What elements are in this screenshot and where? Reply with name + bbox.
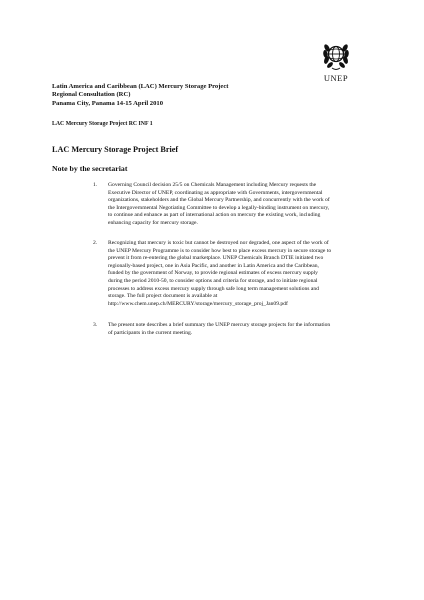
paragraph-line: funded by the government of Norway, to provide regional estimates of excess mercury supply: [108, 270, 318, 277]
paragraph-line: of participants in the current meeting.: [108, 329, 193, 336]
unep-logo: [308, 38, 364, 88]
paragraph-number: 2.: [93, 240, 98, 246]
paragraph-line: during the period 2010-50, to consider options and criteria for storage, and to initiate regional: [108, 277, 318, 284]
paragraph-line: Executive Director of UNEP, coordinating as appropriate with Governments, intergovernmental: [108, 189, 323, 196]
paragraph-line: storage. The full project document is available at: [108, 293, 218, 300]
paragraph-number: 3.: [93, 322, 98, 328]
unep-laurel-globe-icon: [321, 38, 351, 72]
meeting-location-date: Panama City, Panama 14-15 April 2010: [52, 99, 163, 107]
paragraph-line: Recognizing that mercury is toxic but cannot be destroyed nor degraded, one aspect of the work of: [108, 240, 329, 246]
paragraph-body: [108, 240, 378, 308]
paragraph-2: [93, 240, 378, 308]
paragraph-line: organizations, stakeholders and the Global Mercury Partnership, and concurrently with the work of: [108, 197, 330, 204]
meeting-header: [52, 83, 372, 108]
project-name: Latin America and Caribbean (LAC) Mercury Storage Project: [52, 83, 229, 90]
paragraph-line: processes to address excess mercury supply through safe long term management solutions and: [108, 285, 319, 292]
paragraph-body: [108, 182, 378, 228]
paragraph-1: [93, 182, 378, 228]
paragraph-number: 1.: [93, 182, 98, 188]
paragraph-line: enhancing capacity for mercury storage.: [108, 219, 198, 226]
paragraph-line: prevent it from re-entering the global marketplace. UNEP Chemicals Branch DTIE initiated two: [108, 255, 324, 262]
paragraph-line: the UNEP Mercury Programme is to consider how best to place excess mercury in secure storage to: [108, 247, 332, 254]
paragraph-line: the Intergovernmental Negotiating Committee to develop a legally-binding instrument on mercury,: [108, 204, 330, 211]
paragraph-3: [93, 322, 378, 337]
project-document-link[interactable]: http://www.chem.unep.ch/MERCURY/storage/mercury_storage_proj_Jan09.pdf: [108, 300, 288, 307]
unep-logo-text: UNEP: [323, 73, 349, 83]
consultation-name: Regional Consultation (RC): [52, 91, 131, 99]
paragraph-body: [108, 322, 378, 337]
document-title: LAC Mercury Storage Project Brief: [52, 145, 179, 154]
document-reference: LAC Mercury Storage Project RC INF 1: [52, 121, 153, 127]
paragraph-line: The present note describes a brief summary the UNEP mercury storage projects for the information: [108, 322, 331, 328]
paragraph-line: regionally-based project, one in Asia Pacific, and another in Latin America and the Caribbean,: [108, 262, 319, 269]
document-subtitle: Note by the secretariat: [52, 164, 128, 173]
paragraph-line: Governing Council decision 25/5 on Chemicals Management including Mercury requests the: [108, 182, 317, 188]
paragraph-line: to continue and enhance as part of international action on mercury the existing work, including: [108, 212, 321, 219]
